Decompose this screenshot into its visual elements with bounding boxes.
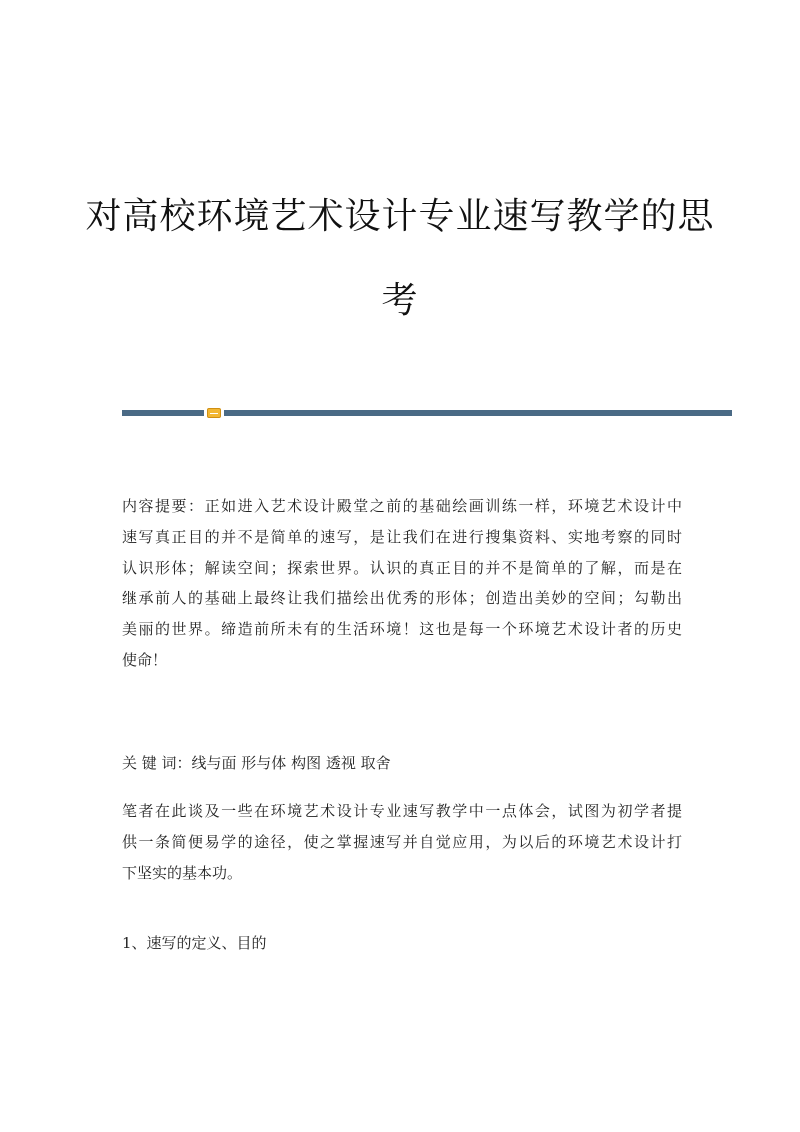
abstract-line: 速写真正目的并不是简单的速写，是让我们在进行搜集资料、实地考察的同时 (122, 527, 682, 546)
abstract-line: 使命！ (122, 650, 168, 669)
keywords-line (122, 748, 682, 779)
section-heading (122, 928, 682, 959)
abstract-line: 认识形体；解读空间；探索世界。认识的真正目的并不是简单的了解，而是在 (122, 558, 682, 577)
abstract-line: 内容提要：正如进入艺术设计殿堂之前的基础绘画训练一样，环境艺术设计中 (122, 497, 682, 515)
intro-paragraph (122, 796, 682, 888)
intro-line: 供一条简便易学的途径，使之掌握速写并自觉应用，为以后的环境艺术设计打 (122, 832, 682, 851)
divider-bar-left (122, 410, 204, 416)
intro-line: 笔者在此谈及一些在环境艺术设计专业速写教学中一点体会，试图为初学者提 (122, 802, 682, 820)
title-line-1: 对高校环境艺术设计专业速写教学的思 (85, 196, 715, 237)
abstract-paragraph (122, 491, 682, 676)
document-icon (207, 408, 221, 418)
section-heading-text: 1、速写的定义、目的 (122, 934, 267, 952)
abstract-line: 继承前人的基础上最终让我们描绘出优秀的形体；创造出美妙的空间；勾勒出 (122, 589, 682, 608)
abstract-line: 美丽的世界。缔造前所未有的生活环境！这也是每一个环境艺术设计者的历史 (122, 620, 682, 639)
title-divider (122, 408, 732, 418)
divider-bar-right (224, 410, 732, 416)
intro-line: 下坚实的基本功。 (122, 863, 243, 882)
title-line-2: 考 (381, 280, 419, 321)
keywords-text: 关 键 词：线与面 形与体 构图 透视 取舍 (122, 754, 391, 772)
